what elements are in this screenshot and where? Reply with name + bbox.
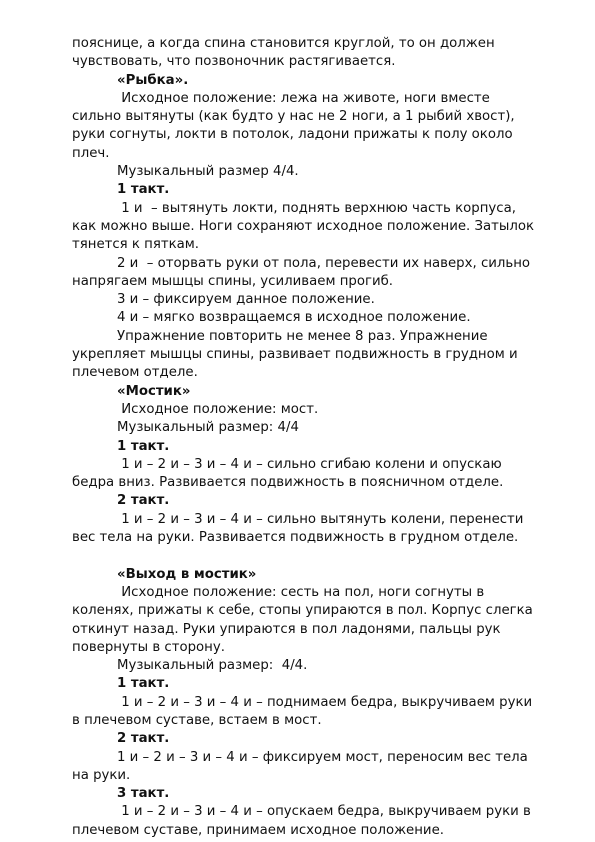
section-heading: 1 такт. xyxy=(117,676,170,692)
text-line: 1 и – 2 и – 3 и – 4 и – опускаем бедра, выкручиваем руки в xyxy=(117,804,531,820)
text-line: тянется к пяткам. xyxy=(72,237,200,253)
section-heading: «Мостик» xyxy=(117,383,191,399)
text-line: Исходное положение: сесть на пол, ноги согнуты в xyxy=(117,584,485,600)
text-line: плечевом отделе. xyxy=(72,365,198,381)
text-line: чувствовать, что позвоночник растягивается. xyxy=(72,54,396,70)
text-line: плечевом суставе, принимаем исходное положение. xyxy=(72,822,444,838)
text-line: Исходное положение: лежа на животе, ноги вместе xyxy=(117,90,490,106)
text-line: 1 и – 2 и – 3 и – 4 и – фиксируем мост, переносим вес тела xyxy=(117,749,528,765)
text-line: в плечевом суставе, встаем в мост. xyxy=(72,712,322,728)
text-line: Музыкальный размер: 4/4. xyxy=(117,658,308,674)
text-line: плеч. xyxy=(72,145,110,161)
text-line: 1 и – 2 и – 3 и – 4 и – поднимаем бедра, выкручиваем руки xyxy=(117,694,533,710)
text-line: 1 и – вытянуть локти, поднять верхнюю часть корпуса, xyxy=(117,200,516,216)
text-line: как можно выше. Ноги сохраняют исходное положение. Затылок xyxy=(72,218,535,234)
text-line: напрягаем мышцы спины, усиливаем прогиб. xyxy=(72,273,394,289)
text-line: укрепляет мышцы спины, развивает подвижность в грудном и xyxy=(72,347,518,363)
text-line: вес тела на руки. Развивается подвижность в грудном отделе. xyxy=(72,530,519,546)
section-heading: 1 такт. xyxy=(117,438,170,454)
blank-line xyxy=(72,547,552,565)
text-line: пояснице, а когда спина становится круглой, то он должен xyxy=(72,36,495,51)
text-line: на руки. xyxy=(72,767,131,783)
text-line: Музыкальный размер: 4/4 xyxy=(117,420,299,436)
text-line: 4 и – мягко возвращаемся в исходное положение. xyxy=(117,310,471,326)
document-body xyxy=(72,35,552,840)
text-line: Упражнение повторить не менее 8 раз. Упражнение xyxy=(117,328,488,344)
section-heading: 3 такт. xyxy=(117,786,170,802)
text-line: Исходное положение: мост. xyxy=(117,401,319,417)
section-heading: «Выход в мостик» xyxy=(117,566,257,582)
section-heading: 2 такт. xyxy=(117,493,170,509)
text-line: 1 и – 2 и – 3 и – 4 и – сильно вытянуть колени, перенести xyxy=(117,511,524,527)
text-line: Музыкальный размер 4/4. xyxy=(117,164,299,180)
text-line: сильно вытянуты (как будто у нас не 2 ноги, а 1 рыбий хвост), xyxy=(72,109,515,125)
section-heading: 2 такт. xyxy=(117,731,170,747)
section-heading: 1 такт. xyxy=(117,182,170,198)
text-line: руки согнуты, локти в потолок, ладони прижаты к полу около xyxy=(72,127,513,143)
text-line: коленях, прижаты к себе, стопы упираются в пол. Корпус слегка xyxy=(72,603,533,619)
text-line: повернуты в сторону. xyxy=(72,639,225,655)
section-heading: «Рыбка». xyxy=(117,72,189,88)
text-line: бедра вниз. Развивается подвижность в поясничном отделе. xyxy=(72,475,504,491)
text-line: 1 и – 2 и – 3 и – 4 и – сильно сгибаю колени и опускаю xyxy=(117,456,502,472)
text-line: 2 и – оторвать руки от пола, перевести их наверх, сильно xyxy=(117,255,531,271)
text-line: откинут назад. Руки упираются в пол ладонями, пальцы рук xyxy=(72,621,501,637)
text-line: 3 и – фиксируем данное положение. xyxy=(117,292,375,308)
